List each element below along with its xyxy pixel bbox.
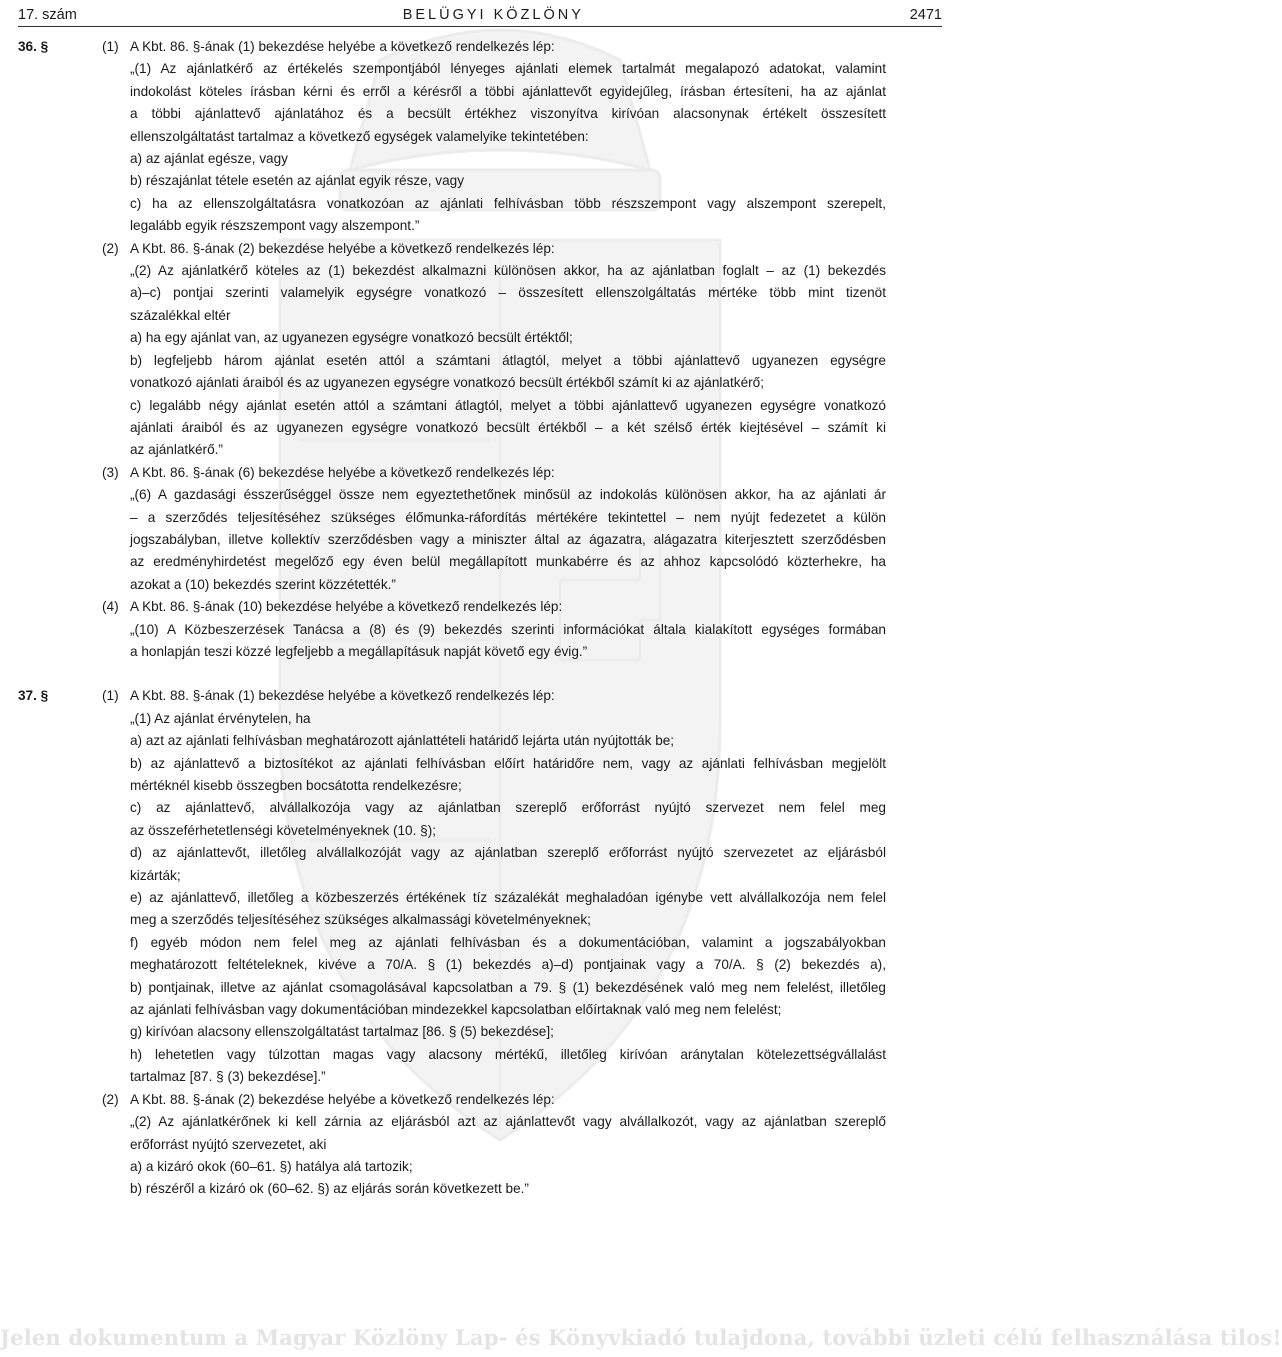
- text-line: a)–c) pontjai szerinti valamelyik egységre vonatkozó – összesített ellenszolgáltatás mértéke több mint tizenöt: [130, 285, 886, 301]
- text-line: ellenszolgáltatást tartalmaz a következő egységek valamelyike tekintetében:: [130, 128, 589, 144]
- text-line: „(2) Az ajánlatkérőnek ki kell zárnia az eljárásból azt az ajánlattevőt vagy alvállalkozót, vagy az ajánlatban szereplő: [130, 1114, 886, 1130]
- text-line: az összeférhetetlenségi követelményeknek (10. §);: [130, 822, 437, 838]
- text-line: „(1) Az ajánlatkérő az értékelés szempontjából lényeges ajánlati elemek tartalmát megalapozó adatokat, valamint: [130, 61, 886, 77]
- text-line: e) az ajánlattevő, illetőleg a közbeszerzés értékének tíz százalékát meghaladóan igénybe vett alvállalkozója nem felel: [130, 890, 886, 906]
- text-line: c) az ajánlattevő, alvállalkozója vagy az ajánlatban szereplő erőforrást nyújtó szervezet nem felel meg: [130, 800, 886, 816]
- document-body: [18, 36, 886, 1201]
- paragraph-36-2: [18, 238, 886, 462]
- text-line: h) lehetetlen vagy túlzottan magas vagy alacsony mértékű, illetőleg kirívóan aránytalan kötelezettségvállalást: [130, 1046, 886, 1062]
- paragraph-number: (4): [102, 599, 119, 615]
- text-line: f) egyéb módon nem felel meg az ajánlati felhívásban és a dokumentációban, valamint a jogszabályokban: [130, 934, 886, 950]
- text-line: b) részéről a kizáró ok (60–62. §) az eljárás során következett be.”: [130, 1181, 529, 1197]
- paragraph-lead: A Kbt. 86. §-ának (2) bekezdése helyébe a következő rendelkezés lép:: [130, 240, 555, 256]
- paragraph-number: (1): [102, 39, 119, 54]
- text-line: az ajánlati felhívásban vagy dokumentációban mindezekkel kapcsolatban előírtaknak való meg nem felelést;: [130, 1002, 782, 1018]
- text-line: a) ha egy ajánlat van, az ugyanezen egységre vonatkozó becsült értéktől;: [130, 330, 573, 346]
- text-line: a) az ajánlat egésze, vagy: [130, 151, 288, 167]
- publication-title: BELÜGYI KÖZLÖNY: [402, 7, 584, 23]
- paragraph-lead: A Kbt. 86. §-ának (1) bekezdése helyébe a következő rendelkezés lép:: [130, 39, 555, 54]
- text-line: – a szerződés teljesítéséhez szükséges élőmunka-ráfordítás mértékére tekintettel – nem nyújt fedezetet a külön: [130, 509, 886, 525]
- paragraph-36-4: [18, 596, 886, 663]
- copyright-watermark: Jelen dokumentum a Magyar Közlöny Lap- és Könyvkiadó tulajdona, további üzleti célú felhasználása tilos!: [0, 1325, 1282, 1350]
- text-line: kizárták;: [130, 867, 181, 883]
- paragraph-number: (2): [102, 240, 119, 256]
- text-line: b) pontjainak, illetve az ajánlat csomagolásával kapcsolatban a 79. § (1) bekezdésének való meg nem felelést, illetőleg: [130, 979, 886, 995]
- text-line: az eredményhirdetést megelőző egy éven belül megállapított munkabérre és az ahhoz kapcsolódó közterhekre, ha: [130, 554, 886, 570]
- text-line: b) legfeljebb három ajánlat esetén attól a számtani átlagtól, melyet a többi ajánlattevő ugyanezen egységre: [130, 352, 886, 368]
- text-line: jogszabályban, illetve kollektív szerződésben vagy a miniszter által az ágazatra, alágazatra kiterjesztett szerződésben: [130, 531, 886, 547]
- paragraph-lead: A Kbt. 88. §-ának (1) bekezdése helyébe a következő rendelkezés lép:: [130, 688, 555, 704]
- section-number: 37. §: [18, 688, 49, 704]
- text-line: a) azt az ajánlati felhívásban meghatározott ajánlattételi határidő lejárta után nyújtották be;: [130, 733, 675, 749]
- text-line: c) legalább négy ajánlat esetén attól a számtani átlagtól, melyet a többi ajánlattevő ugyanezen egységre vonatkozó: [130, 397, 886, 413]
- text-line: indokolást köteles írásban kérni és erről a kérésről a többi ajánlattevőt egyidejűleg, írásban értesíteni, ha az ajánlat: [130, 83, 886, 99]
- text-line: legalább egyik részszempont vagy alszempont.”: [130, 218, 420, 234]
- text-line: vonatkozó ajánlati áraiból és az ugyanezen egységre vonatkozó becsült értékből számít ki az ajánlatkérő;: [130, 375, 764, 391]
- text-line: c) ha az ellenszolgáltatásra vonatkozóan az ajánlati felhívásban több részszempont vagy alszempont szerepelt,: [130, 195, 886, 211]
- text-line: tartalmaz [87. § (3) bekezdése].”: [130, 1069, 326, 1085]
- text-line: a) a kizáró okok (60–61. §) hatálya alá tartozik;: [130, 1158, 413, 1174]
- text-line: g) kirívóan alacsony ellenszolgáltatást tartalmaz [86. § (5) bekezdése];: [130, 1024, 554, 1040]
- paragraph-number: (3): [102, 464, 119, 480]
- paragraph-37-2: [18, 1089, 886, 1201]
- paragraph-36-3: [18, 462, 886, 596]
- text-line: meghatározott feltételeknek, kivéve a 70/A. § (1) bekezdés a)–d) pontjainak vagy a 70/A. § (2) bekezdés a),: [130, 957, 886, 973]
- text-line: a honlapján teszi közzé legfeljebb a megállapításuk napját követő egy évig.”: [130, 643, 588, 659]
- paragraph-number: (1): [102, 688, 119, 704]
- text-line: azokat a (10) bekezdés szerint közzétették.”: [130, 576, 396, 592]
- text-line: b) az ajánlattevő a biztosítékot az ajánlati felhívásban előírt határidőre nem, vagy az ajánlati felhívásban megjelölt: [130, 755, 886, 771]
- text-line: ajánlati áraiból és az ugyanezen egységre vonatkozó becsült értékből – a két szélső érték kiejtésével – számít ki: [130, 419, 886, 435]
- text-line: d) az ajánlattevőt, illetőleg alvállalkozóját vagy az ajánlatban szereplő erőforrást nyújtó szervezetet az eljárásból: [130, 845, 886, 861]
- text-line: százalékkal eltér: [130, 307, 231, 323]
- text-line: meg a szerződés teljesítéséhez szükséges alkalmassági követelményeknek;: [130, 912, 591, 928]
- page-number: 2471: [909, 7, 942, 23]
- text-line: „(6) A gazdasági ésszerűséggel össze nem egyeztethetőnek minősül az indokolás különösen akkor, ha az ajánlati ár: [130, 487, 886, 503]
- paragraph-lead: A Kbt. 86. §-ának (10) bekezdése helyébe a következő rendelkezés lép:: [130, 599, 563, 615]
- paragraph-lead: A Kbt. 88. §-ának (2) bekezdése helyébe a következő rendelkezés lép:: [130, 1091, 555, 1107]
- page-header: [18, 4, 942, 27]
- section-number: 36. §: [18, 39, 49, 54]
- text-line: b) részajánlat tétele esetén az ajánlat egyik része, vagy: [130, 173, 464, 189]
- text-line: „(2) Az ajánlatkérő köteles az (1) bekezdést alkalmazni különösen akkor, ha az ajánlatban foglalt – az (1) bekezdés: [130, 263, 886, 279]
- section-37: [18, 685, 886, 1200]
- text-line: „(1) Az ajánlat érvénytelen, ha: [130, 710, 311, 726]
- text-line: a többi ajánlattevő ajánlatához és a becsült értékhez viszonyítva kirívóan alacsonynak értékelt összesített: [130, 106, 886, 122]
- issue-number: 17. szám: [18, 7, 77, 23]
- paragraph-36-1: [18, 36, 886, 238]
- text-line: erőforrást nyújtó szervezetet, aki: [130, 1136, 327, 1152]
- text-line: „(10) A Közbeszerzések Tanácsa a (8) és (9) bekezdés szerinti információkat általa kialakított egységes formában: [130, 621, 886, 637]
- text-line: mértéknél kisebb összegben bocsátotta rendelkezésre;: [130, 778, 462, 793]
- paragraph-lead: A Kbt. 86. §-ának (6) bekezdése helyébe a következő rendelkezés lép:: [130, 464, 555, 480]
- section-36: [18, 36, 886, 663]
- text-line: az ajánlatkérő.”: [130, 442, 223, 458]
- paragraph-37-1: [18, 685, 886, 1088]
- paragraph-number: (2): [102, 1091, 119, 1107]
